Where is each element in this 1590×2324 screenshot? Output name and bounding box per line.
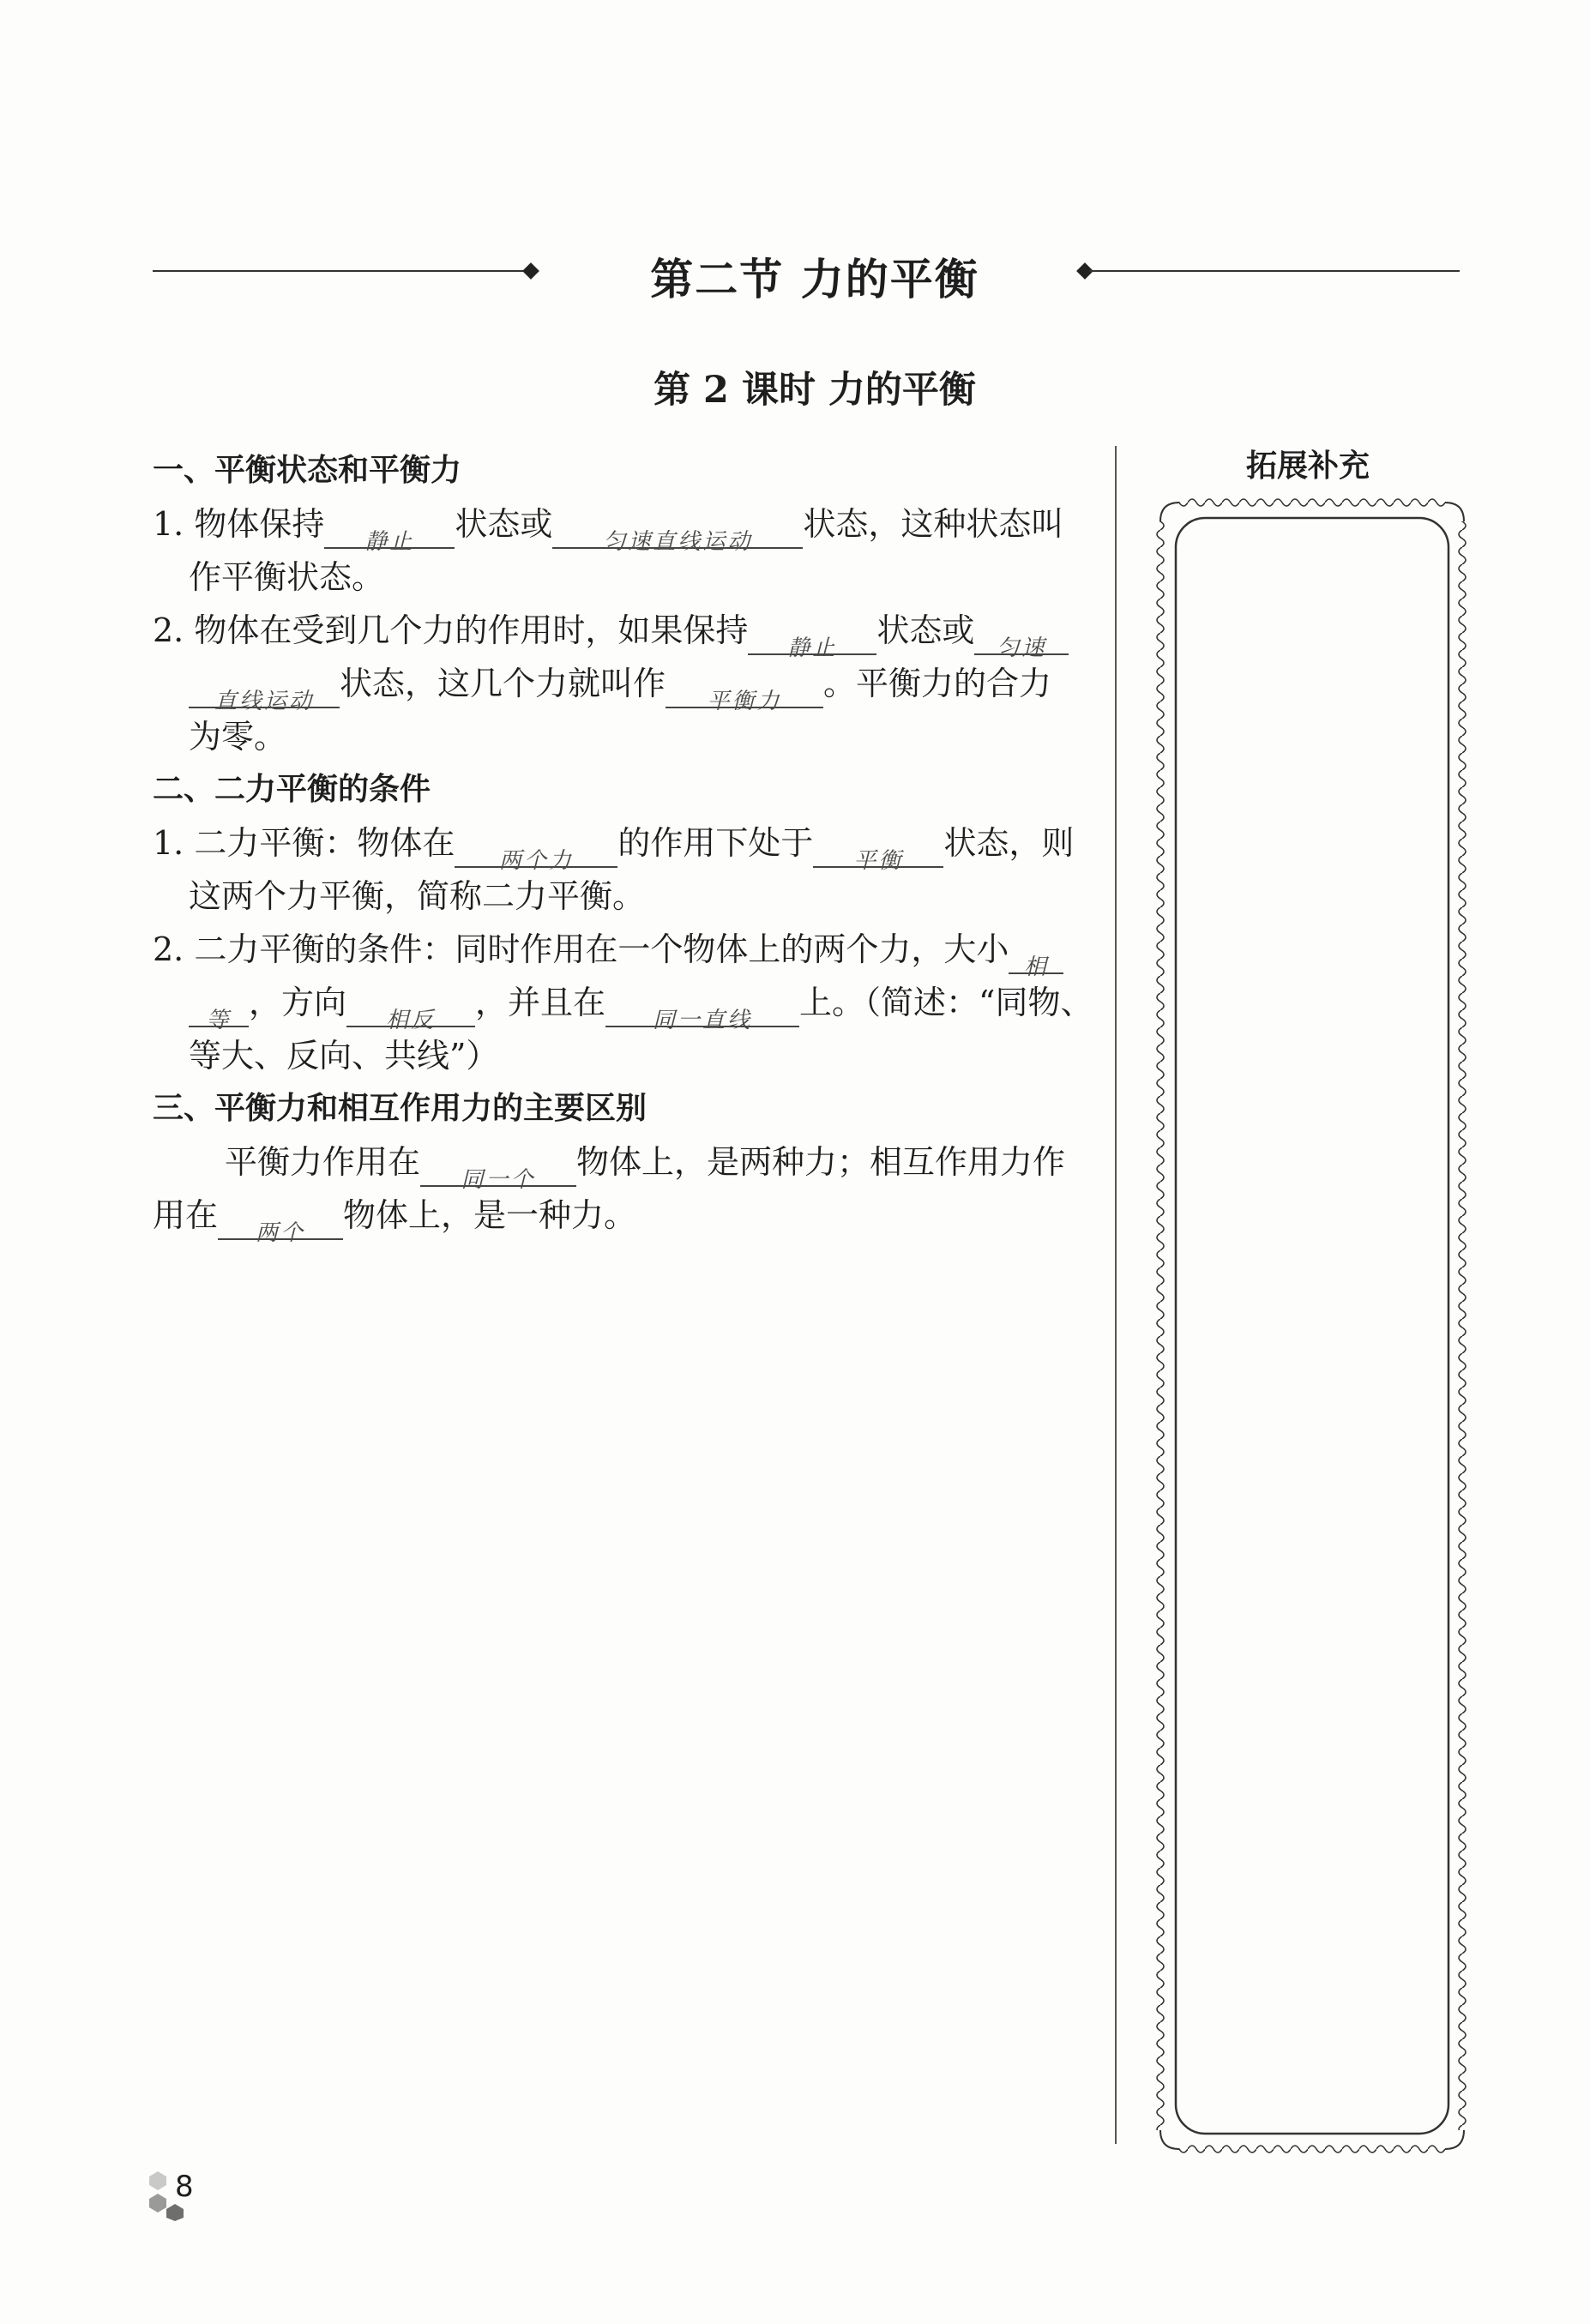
section-heading-1: 一、平衡状态和平衡力	[153, 453, 462, 488]
answer-blank	[552, 504, 803, 555]
question-text: 上。（简述：“同物、	[799, 984, 1093, 1021]
section-heading-2: 二、二力平衡的条件	[153, 772, 431, 807]
header-rule-right	[1089, 270, 1460, 272]
question-text: 物体上，是两种力；相互作用力作	[576, 1143, 1066, 1181]
handwritten-answer: 直线运动	[214, 689, 314, 714]
question-text: 状态，则	[943, 824, 1075, 862]
question-text: 。平衡力的合力	[823, 665, 1052, 702]
question-text: 为零。	[189, 718, 287, 756]
question-text: 状态，这种状态叫	[803, 505, 1064, 543]
question-line	[153, 978, 1093, 1033]
question-text: ，并且在	[475, 984, 606, 1021]
handwritten-answer: 匀速	[997, 635, 1047, 661]
question-line	[153, 552, 1087, 605]
answer-blank	[813, 823, 943, 874]
handwritten-answer: 等	[206, 1008, 232, 1033]
question-line	[153, 1190, 1087, 1246]
question-text: ，方向	[249, 984, 347, 1021]
handwritten-answer: 两个	[256, 1220, 306, 1246]
question-line	[153, 499, 1087, 555]
question-line	[153, 605, 1087, 659]
question-text: 作平衡状态。	[189, 558, 385, 596]
answer-blank	[974, 611, 1069, 661]
question-line	[153, 712, 1087, 765]
question-line	[153, 924, 1087, 978]
handwritten-answer: 平衡力	[707, 689, 782, 714]
answer-blank	[218, 1195, 343, 1246]
question-text: 2. 二力平衡的条件：同时作用在一个物体上的两个力，大小	[153, 930, 1009, 968]
diamond-ornament-left	[522, 262, 539, 280]
question-line	[153, 1031, 1087, 1084]
page-number: 8	[175, 2170, 194, 2204]
header-rule-left	[153, 270, 530, 272]
answer-blank	[420, 1142, 576, 1193]
question-text: 这两个力平衡，简称二力平衡。	[189, 877, 646, 915]
column-divider	[1115, 446, 1117, 2144]
handwritten-answer: 相反	[386, 1008, 437, 1033]
handwritten-answer: 相	[1023, 954, 1049, 980]
answer-blank	[324, 504, 455, 555]
sidebar-title: 拓展补充	[1245, 449, 1370, 484]
answer-blank	[1009, 930, 1063, 980]
question-text: 1. 物体保持	[153, 505, 325, 543]
handwritten-answer: 静止	[787, 635, 838, 661]
answer-blank	[189, 664, 340, 714]
question-text: 平衡力作用在	[225, 1143, 421, 1181]
handwritten-answer: 静止	[364, 529, 415, 555]
decorative-note-frame	[1153, 496, 1471, 2156]
answer-blank	[748, 611, 876, 661]
section-heading-3: 三、平衡力和相互作用力的主要区别	[153, 1091, 647, 1126]
handwritten-answer: 同一直线	[653, 1008, 753, 1033]
answer-blank	[605, 983, 799, 1033]
question-text: 的作用下处于	[617, 824, 814, 862]
question-text: 等大、反向、共线”）	[189, 1037, 499, 1075]
handwritten-answer: 匀速直线运动	[603, 529, 753, 555]
answer-blank	[455, 823, 617, 874]
answer-blank	[189, 983, 249, 1033]
question-text: 状态或	[876, 611, 975, 649]
question-line	[153, 659, 1087, 712]
question-text: 2. 物体在受到几个力的作用时，如果保持	[153, 611, 749, 649]
question-text: 状态，这几个力就叫作	[340, 665, 666, 702]
question-line	[153, 818, 1087, 874]
question-text: 物体上，是一种力。	[343, 1196, 637, 1234]
answer-blank	[346, 983, 475, 1033]
question-text: 状态或	[455, 505, 553, 543]
question-text: 1. 二力平衡：物体在	[153, 824, 455, 862]
main-content	[153, 446, 1093, 1246]
question-text: 用在	[153, 1196, 219, 1234]
handwritten-answer: 平衡	[853, 848, 904, 874]
handwritten-answer: 同一个	[461, 1167, 536, 1193]
answer-blank	[666, 664, 823, 714]
handwritten-answer: 两个力	[498, 848, 574, 874]
lesson-title: 第 2 课时 力的平衡	[653, 369, 976, 412]
section-title: 第二节 力的平衡	[650, 254, 979, 304]
question-line	[153, 871, 1087, 924]
question-line	[153, 1137, 1087, 1193]
